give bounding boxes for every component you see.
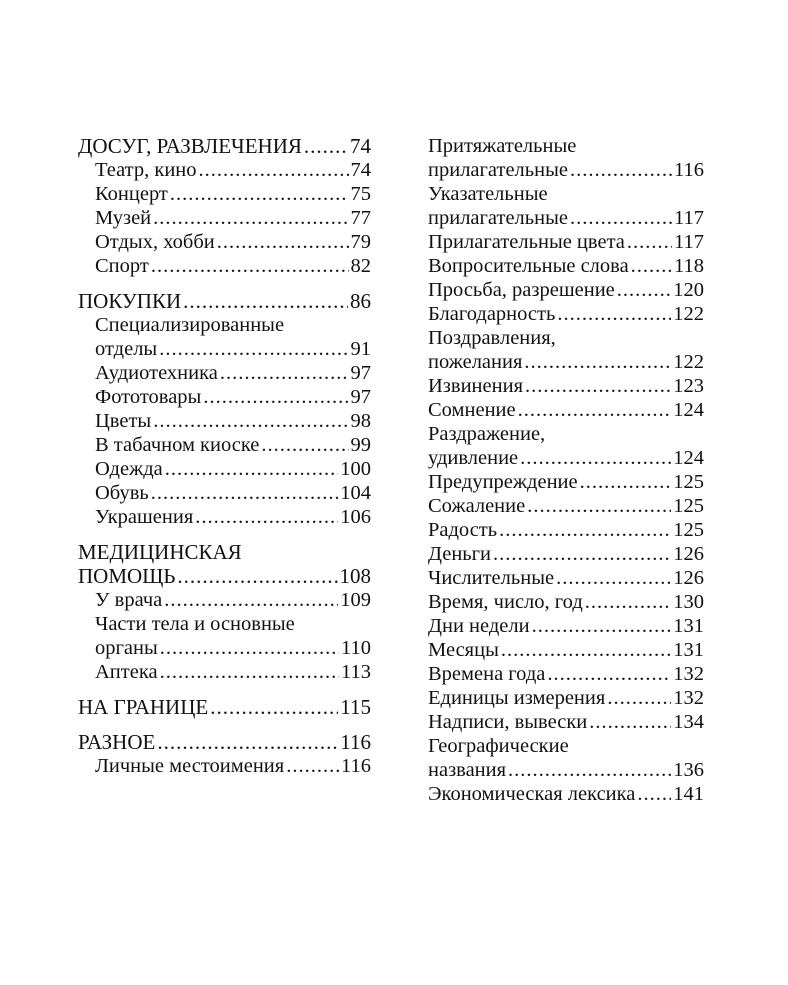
toc-leader-dots bbox=[183, 289, 348, 313]
toc-leader-dots bbox=[501, 638, 671, 662]
toc-leader-dots bbox=[570, 158, 672, 182]
toc-page-number: 116 bbox=[674, 159, 704, 181]
toc-entry-row bbox=[95, 230, 371, 254]
toc-entry-title-line1: МЕДИЦИНСКАЯ bbox=[78, 540, 242, 564]
toc-entry[interactable] bbox=[428, 542, 704, 566]
toc-entry-row bbox=[428, 758, 704, 782]
toc-page-number: 104 bbox=[340, 482, 371, 504]
toc-leader-dots bbox=[151, 254, 349, 278]
toc-page-number: 141 bbox=[673, 783, 704, 805]
toc-entry-title: Единицы измерения bbox=[428, 687, 606, 709]
toc-entry[interactable] bbox=[78, 457, 371, 481]
toc-page-number: 117 bbox=[674, 231, 704, 253]
toc-page-number: 125 bbox=[673, 471, 704, 493]
toc-leader-dots bbox=[547, 662, 671, 686]
toc-entry-row bbox=[95, 481, 371, 505]
toc-entry[interactable] bbox=[78, 158, 371, 182]
toc-entry[interactable] bbox=[428, 782, 704, 806]
toc-entry-title: Числительные bbox=[428, 567, 555, 589]
toc-entry-title: Спорт bbox=[95, 255, 149, 277]
toc-entry-title: Надписи, вывески bbox=[428, 711, 588, 733]
toc-entry-title: прилагательные bbox=[428, 159, 568, 181]
toc-page-number: 125 bbox=[673, 495, 704, 517]
toc-entry[interactable] bbox=[428, 686, 704, 710]
toc-leader-dots bbox=[556, 566, 671, 590]
toc-entry[interactable] bbox=[78, 230, 371, 254]
toc-entry-title-line1: Географические bbox=[428, 735, 569, 757]
toc-entry-title: Благодарность bbox=[428, 303, 556, 325]
toc-entry[interactable] bbox=[428, 398, 704, 422]
toc-page-number: 122 bbox=[673, 303, 704, 325]
toc-page-number: 134 bbox=[673, 711, 704, 733]
toc-entry-row bbox=[95, 361, 371, 385]
toc-page-number: 97 bbox=[350, 386, 371, 408]
toc-entry-row bbox=[95, 588, 371, 612]
toc-entry-title: Извинения bbox=[428, 375, 523, 397]
toc-entry-row bbox=[428, 782, 704, 806]
toc-entry[interactable] bbox=[428, 134, 704, 182]
toc-leader-dots bbox=[261, 433, 348, 457]
toc-entry-row bbox=[428, 542, 704, 566]
toc-entry[interactable] bbox=[78, 588, 371, 612]
toc-leader-dots bbox=[157, 730, 338, 754]
toc-entry-row bbox=[428, 518, 704, 542]
toc-entry-title: Концерт bbox=[95, 183, 168, 205]
toc-left-column bbox=[78, 134, 371, 778]
toc-leader-dots bbox=[527, 494, 671, 518]
toc-leader-dots bbox=[164, 588, 338, 612]
toc-entry-row bbox=[78, 564, 371, 588]
toc-entry-row bbox=[95, 182, 371, 206]
toc-leader-dots bbox=[524, 350, 671, 374]
toc-entry-row bbox=[428, 638, 704, 662]
toc-entry-title: Аптека bbox=[95, 661, 158, 683]
toc-entry-title: ПОМОЩЬ bbox=[78, 564, 176, 588]
toc-entry[interactable] bbox=[428, 590, 704, 614]
toc-section[interactable] bbox=[78, 134, 371, 158]
toc-entry-row bbox=[78, 134, 371, 158]
toc-page-number: 106 bbox=[340, 506, 371, 528]
toc-page-number: 75 bbox=[350, 183, 371, 205]
toc-page-number: 122 bbox=[673, 351, 704, 373]
toc-section[interactable] bbox=[78, 289, 371, 313]
toc-entry[interactable] bbox=[78, 433, 371, 457]
toc-leader-dots bbox=[589, 710, 671, 734]
toc-entry[interactable] bbox=[428, 734, 704, 782]
toc-leader-dots bbox=[518, 398, 672, 422]
toc-entry-row bbox=[78, 289, 371, 313]
toc-entry[interactable] bbox=[78, 612, 371, 660]
toc-entry-title: Музей bbox=[95, 207, 152, 229]
toc-leader-dots bbox=[557, 302, 671, 326]
toc-entry-row bbox=[95, 457, 371, 481]
toc-page-number: 91 bbox=[350, 338, 371, 360]
toc-page-number: 115 bbox=[340, 695, 371, 719]
toc-entry-title: Украшения bbox=[95, 506, 194, 528]
toc-entry-row bbox=[428, 446, 704, 470]
toc-entry-row bbox=[428, 398, 704, 422]
toc-page-number: 124 bbox=[673, 447, 704, 469]
toc-page-number: 97 bbox=[350, 362, 371, 384]
toc-entry-row bbox=[428, 710, 704, 734]
toc-entry-row bbox=[428, 206, 704, 230]
toc-entry[interactable] bbox=[428, 302, 704, 326]
toc-page-number: 74 bbox=[350, 159, 371, 181]
toc-entry-title: РАЗНОЕ bbox=[78, 730, 156, 754]
toc-entry[interactable] bbox=[78, 385, 371, 409]
toc-entry-title: Предупреждение bbox=[428, 471, 578, 493]
toc-section[interactable] bbox=[78, 730, 371, 754]
toc-entry-title-line1: Специализированные bbox=[95, 314, 285, 336]
toc-entry-row bbox=[78, 730, 371, 754]
toc-entry-row bbox=[428, 494, 704, 518]
toc-entry[interactable] bbox=[78, 409, 371, 433]
toc-entry-title: Вопросительные слова bbox=[428, 255, 629, 277]
toc-leader-dots bbox=[165, 457, 338, 481]
toc-entry[interactable] bbox=[78, 754, 371, 778]
toc-section[interactable] bbox=[78, 695, 371, 719]
toc-page-number: 118 bbox=[674, 255, 704, 277]
toc-page-number: 98 bbox=[350, 410, 371, 432]
toc-leader-dots bbox=[151, 481, 339, 505]
toc-entry-title: Цветы bbox=[95, 410, 152, 432]
toc-entry-row bbox=[95, 636, 371, 660]
toc-leader-dots bbox=[508, 758, 671, 782]
toc-page-number: 131 bbox=[673, 615, 704, 637]
toc-entry-title: Театр, кино bbox=[95, 159, 197, 181]
toc-entry[interactable] bbox=[78, 313, 371, 361]
toc-leader-dots bbox=[220, 361, 349, 385]
toc-entry-row bbox=[95, 754, 371, 778]
toc-entry-row bbox=[428, 230, 704, 254]
toc-entry-row bbox=[95, 385, 371, 409]
toc-leader-dots bbox=[195, 505, 338, 529]
toc-entry-title: ПОКУПКИ bbox=[78, 289, 182, 313]
toc-page-number: 132 bbox=[673, 687, 704, 709]
toc-leader-dots bbox=[153, 206, 348, 230]
toc-leader-dots bbox=[160, 636, 339, 660]
toc-entry-title: В табачном киоске bbox=[95, 434, 260, 456]
toc-leader-dots bbox=[210, 695, 338, 719]
toc-page-number: 100 bbox=[340, 458, 371, 480]
toc-leader-dots bbox=[499, 518, 671, 542]
toc-page-number: 125 bbox=[673, 519, 704, 541]
toc-page-number: 126 bbox=[673, 543, 704, 565]
toc-page-number: 74 bbox=[350, 134, 371, 158]
toc-entry[interactable] bbox=[78, 361, 371, 385]
toc-entry-title: Время, число, год bbox=[428, 591, 583, 613]
toc-entry-row bbox=[428, 350, 704, 374]
toc-leader-dots bbox=[637, 782, 671, 806]
toc-entry-title: названия bbox=[428, 759, 507, 781]
toc-entry[interactable] bbox=[428, 470, 704, 494]
toc-entry-row bbox=[95, 337, 371, 361]
toc-page-number: 110 bbox=[341, 637, 371, 659]
toc-leader-dots bbox=[617, 278, 671, 302]
toc-entry-title: Времена года bbox=[428, 663, 546, 685]
toc-page-number: 126 bbox=[673, 567, 704, 589]
toc-entry-title: Одежда bbox=[95, 458, 163, 480]
toc-entry[interactable] bbox=[428, 422, 704, 470]
toc-leader-dots bbox=[580, 470, 672, 494]
toc-entry[interactable] bbox=[428, 326, 704, 374]
toc-entry[interactable] bbox=[428, 662, 704, 686]
toc-entry-row bbox=[428, 662, 704, 686]
toc-leader-dots bbox=[607, 686, 671, 710]
toc-entry[interactable] bbox=[78, 182, 371, 206]
toc-entry-title-line1: Раздражение, bbox=[428, 423, 546, 445]
toc-entry-title: НА ГРАНИЦЕ bbox=[78, 695, 209, 719]
toc-section[interactable] bbox=[78, 540, 371, 588]
toc-page-number: 99 bbox=[350, 434, 371, 456]
toc-entry-title: Сомнение bbox=[428, 399, 516, 421]
toc-entry-row bbox=[95, 505, 371, 529]
toc-page-number: 120 bbox=[673, 279, 704, 301]
toc-leader-dots bbox=[525, 374, 671, 398]
toc-entry-title: У врача bbox=[95, 589, 163, 611]
toc-entry[interactable] bbox=[428, 374, 704, 398]
toc-entry-title: пожелания bbox=[428, 351, 523, 373]
toc-page-number: 109 bbox=[340, 589, 371, 611]
toc-entry-title: Сожаление bbox=[428, 495, 526, 517]
toc-leader-dots bbox=[177, 564, 337, 588]
toc-page-number: 123 bbox=[673, 375, 704, 397]
toc-entry[interactable] bbox=[78, 660, 371, 684]
toc-entry[interactable] bbox=[428, 182, 704, 230]
toc-entry-row bbox=[95, 660, 371, 684]
toc-leader-dots bbox=[570, 206, 672, 230]
toc-page-number: 131 bbox=[673, 639, 704, 661]
toc-entry-title: Экономическая лексика bbox=[428, 783, 636, 805]
toc-page-number: 108 bbox=[339, 564, 371, 588]
toc-page-number: 77 bbox=[350, 207, 371, 229]
toc-entry-title: Просьба, разрешение bbox=[428, 279, 615, 301]
toc-entry[interactable] bbox=[428, 494, 704, 518]
toc-entry[interactable] bbox=[428, 230, 704, 254]
toc-entry-title: ДОСУГ, РАЗВЛЕЧЕНИЯ bbox=[78, 134, 302, 158]
toc-leader-dots bbox=[585, 590, 671, 614]
toc-entry-row bbox=[95, 433, 371, 457]
toc-leader-dots bbox=[631, 254, 672, 278]
toc-leader-dots bbox=[199, 158, 349, 182]
toc-entry-title: Аудиотехника bbox=[95, 362, 218, 384]
toc-leader-dots bbox=[532, 614, 672, 638]
toc-page-number: 82 bbox=[350, 255, 371, 277]
toc-entry-title: удивление bbox=[428, 447, 519, 469]
toc-leader-dots bbox=[286, 754, 339, 778]
toc-entry[interactable] bbox=[78, 505, 371, 529]
toc-entry-row bbox=[428, 614, 704, 638]
toc-entry-row bbox=[428, 302, 704, 326]
toc-leader-dots bbox=[304, 134, 348, 158]
toc-entry-row bbox=[95, 254, 371, 278]
toc-entry[interactable] bbox=[428, 638, 704, 662]
toc-entry-title: Личные местоимения bbox=[95, 755, 285, 777]
toc-entry-row bbox=[428, 566, 704, 590]
toc-entry-title-line1: Поздравления, bbox=[428, 327, 556, 349]
toc-page-number: 116 bbox=[341, 755, 371, 777]
toc-page-number: 124 bbox=[673, 399, 704, 421]
toc-right-column bbox=[428, 134, 704, 806]
toc-entry-title-line1: Притяжательные bbox=[428, 135, 577, 157]
toc-page-number: 136 bbox=[673, 759, 704, 781]
toc-page-number: 132 bbox=[673, 663, 704, 685]
toc-entry-title: органы bbox=[95, 637, 158, 659]
toc-entry-title: Деньги bbox=[428, 543, 492, 565]
toc-entry-title: Отдых, хобби bbox=[95, 231, 215, 253]
toc-entry-row bbox=[95, 158, 371, 182]
toc-entry[interactable] bbox=[78, 254, 371, 278]
toc-entry[interactable] bbox=[78, 481, 371, 505]
toc-entry-row bbox=[95, 206, 371, 230]
toc-entry[interactable] bbox=[78, 206, 371, 230]
toc-entry-row bbox=[95, 409, 371, 433]
toc-page-number: 113 bbox=[341, 661, 371, 683]
toc-entry-title: Обувь bbox=[95, 482, 149, 504]
toc-page-number: 130 bbox=[673, 591, 704, 613]
toc-leader-dots bbox=[159, 337, 348, 361]
toc-leader-dots bbox=[153, 409, 348, 433]
toc-entry-title: отделы bbox=[95, 338, 158, 360]
toc-leader-dots bbox=[170, 182, 349, 206]
toc-entry-title: прилагательные bbox=[428, 207, 568, 229]
toc-entry-row bbox=[428, 470, 704, 494]
toc-entry-row bbox=[428, 686, 704, 710]
toc-entry-row bbox=[428, 590, 704, 614]
toc-leader-dots bbox=[493, 542, 671, 566]
toc-leader-dots bbox=[203, 385, 348, 409]
toc-entry-row bbox=[428, 254, 704, 278]
toc-entry[interactable] bbox=[428, 566, 704, 590]
toc-page-number: 116 bbox=[340, 730, 371, 754]
toc-entry-title: Прилагательные цвета bbox=[428, 231, 625, 253]
toc-entry-title: Радость bbox=[428, 519, 498, 541]
toc-entry[interactable] bbox=[428, 254, 704, 278]
toc-page-number: 79 bbox=[350, 231, 371, 253]
toc-leader-dots bbox=[217, 230, 349, 254]
toc-entry[interactable] bbox=[428, 518, 704, 542]
toc-entry-title-line1: Указательные bbox=[428, 183, 548, 205]
toc-leader-dots bbox=[160, 660, 339, 684]
toc-entry-row bbox=[428, 374, 704, 398]
toc-entry-title: Фототовары bbox=[95, 386, 202, 408]
toc-page-number: 117 bbox=[674, 207, 704, 229]
toc-entry[interactable] bbox=[428, 710, 704, 734]
toc-entry-title: Дни недели bbox=[428, 615, 530, 637]
toc-entry-row bbox=[428, 158, 704, 182]
toc-leader-dots bbox=[520, 446, 671, 470]
toc-entry[interactable] bbox=[428, 614, 704, 638]
toc-entry-row bbox=[78, 695, 371, 719]
toc-leader-dots bbox=[627, 230, 672, 254]
toc-page-number: 86 bbox=[350, 289, 371, 313]
toc-entry[interactable] bbox=[428, 278, 704, 302]
toc-entry-title-line1: Части тела и основные bbox=[95, 613, 295, 635]
toc-entry-row bbox=[428, 278, 704, 302]
toc-entry-title: Месяцы bbox=[428, 639, 499, 661]
